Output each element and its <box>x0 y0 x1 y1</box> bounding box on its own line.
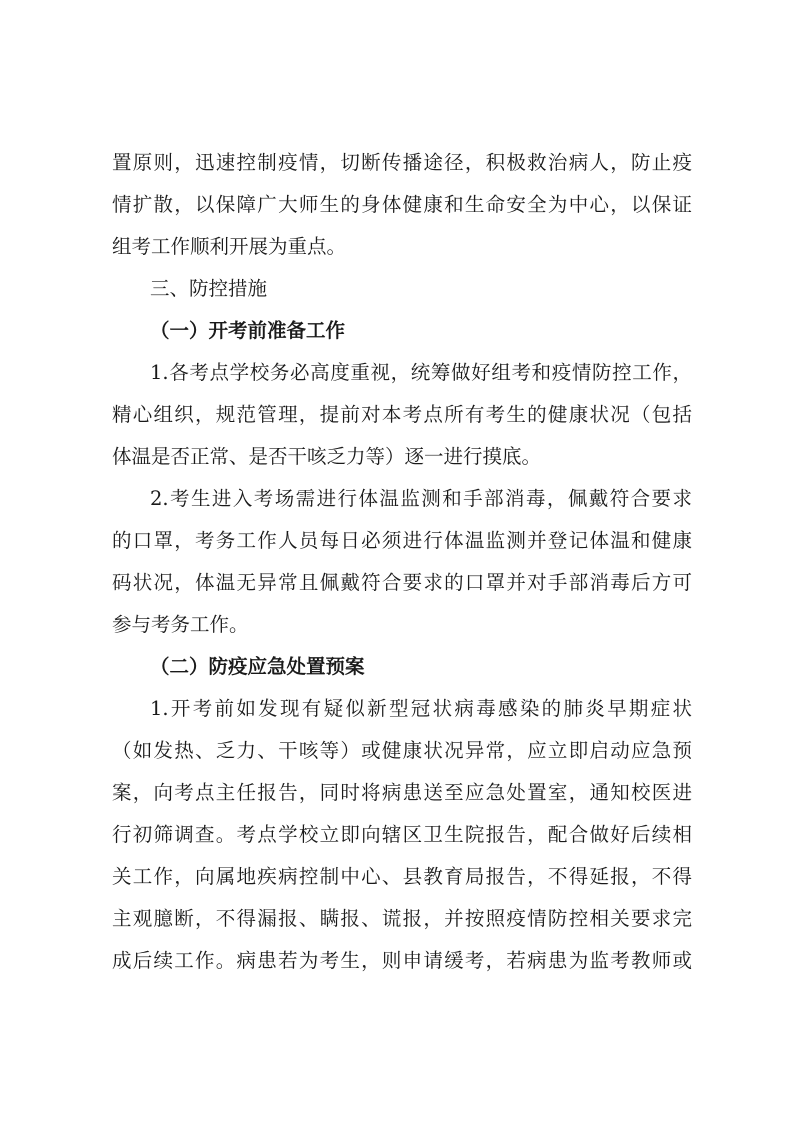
section-heading: 三、防控措施 <box>150 277 268 300</box>
subsection-heading: （一）开考前准备工作 <box>150 319 346 342</box>
paragraph-line: 案，向考点主任报告，同时将病患送至应急处置室，通知校医进 <box>112 781 692 804</box>
paragraph-line: 1.开考前如发现有疑似新型冠状病毒感染的肺炎早期症状 <box>150 697 692 720</box>
subsection-heading: （二）防疫应急处置预案 <box>150 655 365 678</box>
paragraph-line: 情扩散，以保障广大师生的身体健康和生命安全为中心，以保证 <box>112 193 692 216</box>
paragraph-line: （如发热、乏力、干咳等）或健康状况异常，应立即启动应急预 <box>112 739 692 762</box>
paragraph-line: 2.考生进入考场需进行体温监测和手部消毒，佩戴符合要求 <box>150 487 692 510</box>
paragraph-line: 精心组织，规范管理，提前对本考点所有考生的健康状况（包括 <box>112 403 692 426</box>
paragraph-line: 成后续工作。病患若为考生，则申请缓考，若病患为监考教师或 <box>112 949 692 972</box>
paragraph-line: 体温是否正常、是否干咳乏力等）逐一进行摸底。 <box>112 445 542 468</box>
paragraph-line: 主观臆断，不得漏报、瞒报、谎报，并按照疫情防控相关要求完 <box>112 907 692 930</box>
paragraph-line: 码状况，体温无异常且佩戴符合要求的口罩并对手部消毒后方可 <box>112 571 692 594</box>
paragraph-line: 的口罩，考务工作人员每日必须进行体温监测并登记体温和健康 <box>112 529 692 552</box>
paragraph-line: 1.各考点学校务必高度重视，统筹做好组考和疫情防控工作， <box>150 361 692 384</box>
paragraph-line: 组考工作顺利开展为重点。 <box>112 235 347 258</box>
paragraph-line: 置原则，迅速控制疫情，切断传播途径，积极救治病人，防止疫 <box>112 151 692 174</box>
paragraph-line: 行初筛调查。考点学校立即向辖区卫生院报告，配合做好后续相 <box>112 823 692 846</box>
paragraph-line: 关工作，向属地疾病控制中心、县教育局报告，不得延报，不得 <box>112 865 692 888</box>
paragraph-line: 参与考务工作。 <box>112 613 249 636</box>
